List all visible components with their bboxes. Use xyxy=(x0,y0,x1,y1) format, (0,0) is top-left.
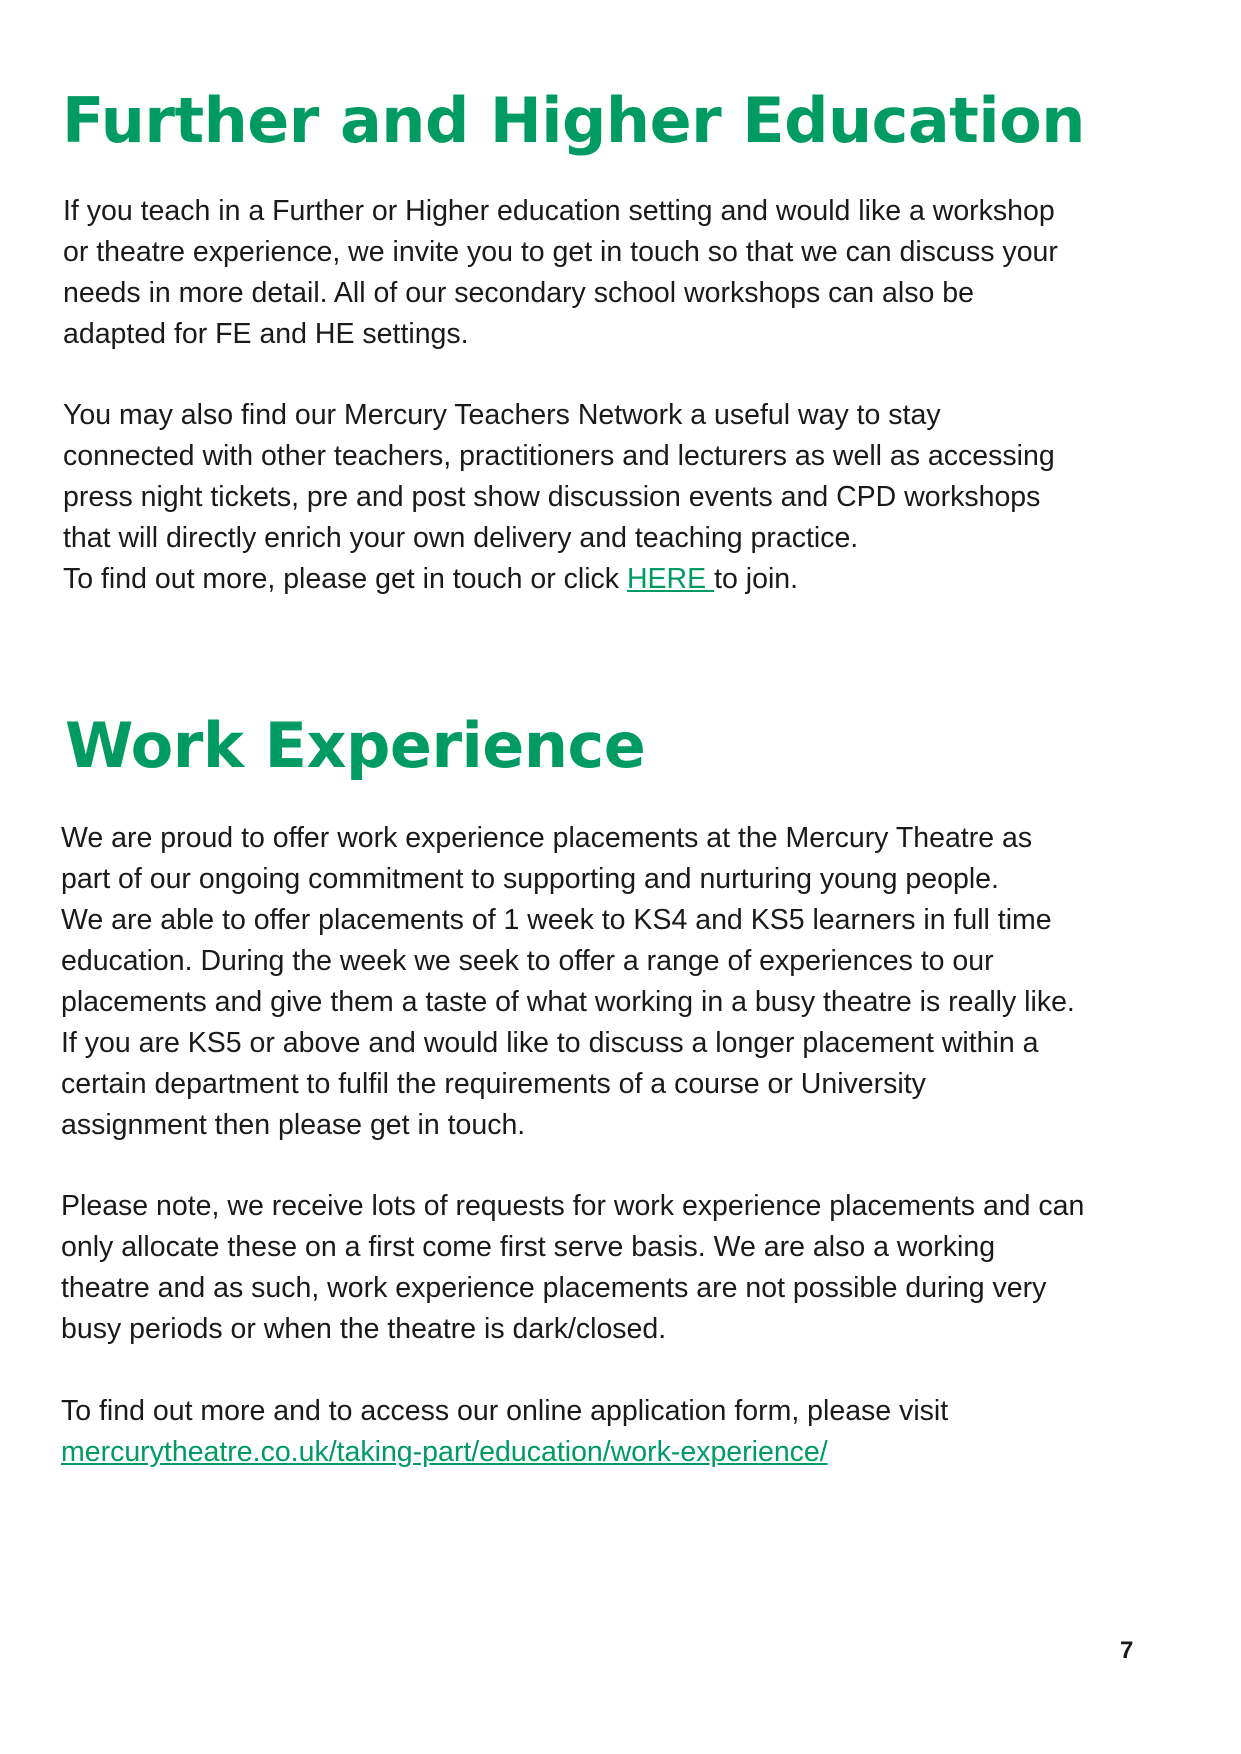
join-text-before: To find out more, please get in touch or click xyxy=(63,563,627,595)
text-line: needs in more detail. All of our secondary school workshops can also be xyxy=(63,277,974,309)
text-line: only allocate these on a first come first serve basis. We are also a working xyxy=(61,1231,996,1263)
text-line: connected with other teachers, practitioners and lecturers as well as accessing xyxy=(63,440,1055,472)
text-line: adapted for FE and HE settings. xyxy=(63,318,469,350)
text-line: education. During the week we seek to offer a range of experiences to our xyxy=(61,945,994,977)
text-line: You may also find our Mercury Teachers Network a useful way to stay xyxy=(63,399,941,431)
join-line xyxy=(63,559,1193,600)
paragraph-fe-he-intro xyxy=(63,191,1193,355)
text-line: We are proud to offer work experience placements at the Mercury Theatre as xyxy=(61,822,1033,854)
text-line: placements and give them a taste of what working in a busy theatre is really like. xyxy=(61,986,1075,1018)
visit-text: To find out more and to access our online application form, please visit xyxy=(61,1395,949,1427)
heading-further-higher-education: Further and Higher Education xyxy=(62,84,1085,157)
text-line: busy periods or when the theatre is dark/closed. xyxy=(61,1313,667,1345)
page-number: 7 xyxy=(1120,1637,1134,1664)
text-line: or theatre experience, we invite you to get in touch so that we can discuss your xyxy=(63,236,1058,268)
text-line: theatre and as such, work experience placements are not possible during very xyxy=(61,1272,1047,1304)
paragraph-work-experience-intro xyxy=(61,818,1191,1146)
join-text-after: to join. xyxy=(714,563,799,595)
text-line: part of our ongoing commitment to supporting and nurturing young people. xyxy=(61,863,999,895)
work-experience-url-link[interactable]: mercurytheatre.co.uk/taking-part/education/work-experience/ xyxy=(61,1436,828,1468)
text-line: Please note, we receive lots of requests for work experience placements and can xyxy=(61,1190,1085,1222)
text-line: assignment then please get in touch. xyxy=(61,1109,526,1141)
paragraph-teachers-network xyxy=(63,395,1193,600)
text-line: If you teach in a Further or Higher education setting and would like a workshop xyxy=(63,195,1055,227)
heading-work-experience: Work Experience xyxy=(65,709,646,782)
text-line: If you are KS5 or above and would like to discuss a longer placement within a xyxy=(61,1027,1039,1059)
paragraph-visit xyxy=(61,1391,1191,1473)
text-line: certain department to fulfil the requirements of a course or University xyxy=(61,1068,926,1100)
text-line: We are able to offer placements of 1 week to KS4 and KS5 learners in full time xyxy=(61,904,1052,936)
text-line: press night tickets, pre and post show discussion events and CPD workshops xyxy=(63,481,1041,513)
paragraph-work-experience-note xyxy=(61,1186,1191,1350)
text-line: that will directly enrich your own delivery and teaching practice. xyxy=(63,522,859,554)
join-here-link[interactable]: HERE xyxy=(626,563,715,595)
